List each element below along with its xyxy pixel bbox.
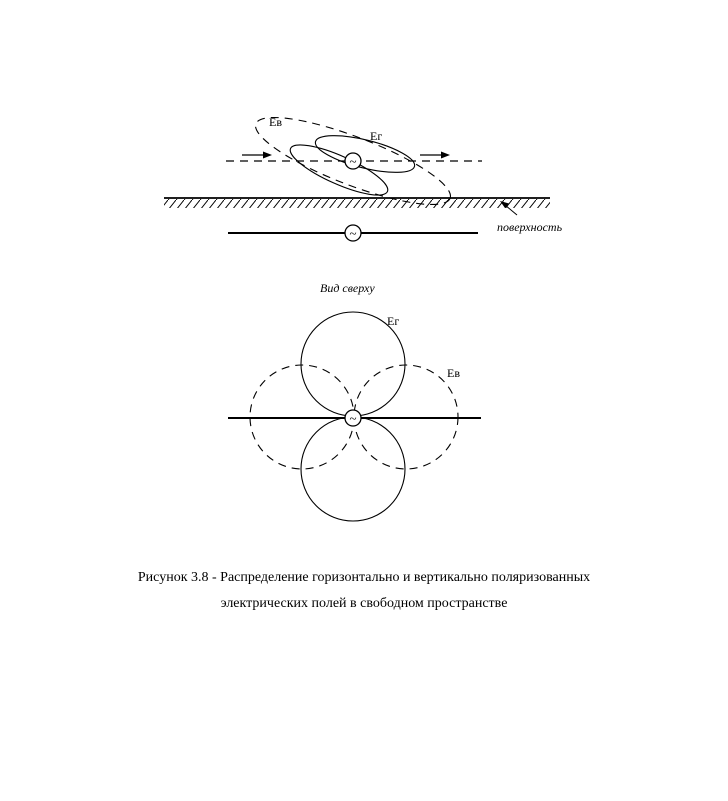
label-ev-side: Ев [269,115,282,129]
surface-label: поверхность [497,220,563,234]
source-circle-side [345,153,361,169]
eg-lobe-bottom [301,417,405,521]
ground-hatching [164,199,550,208]
source-symbol: ~ [349,153,357,169]
eg-lobe-side-right [312,128,418,180]
plan-view [228,281,481,521]
arrow-right [420,152,450,159]
label-eg-side: Ег [370,129,383,143]
source-symbol: ~ [349,225,357,241]
arrow-left [242,152,272,159]
figure-caption-line-1: Рисунок 3.8 - Распределение горизонтально и вертикально поляризованных [137,570,591,585]
plan-view-title: Вид сверху [320,281,375,295]
label-ev-plan: Ев [447,366,460,380]
label-eg-plan: Ег [387,314,400,328]
figure-caption-line-2: электрических полей в свободном пространстве [220,596,508,611]
source-circle-image [345,225,361,241]
side-view [164,101,563,241]
source-symbol: ~ [349,410,357,426]
source-circle-plan [345,410,361,426]
